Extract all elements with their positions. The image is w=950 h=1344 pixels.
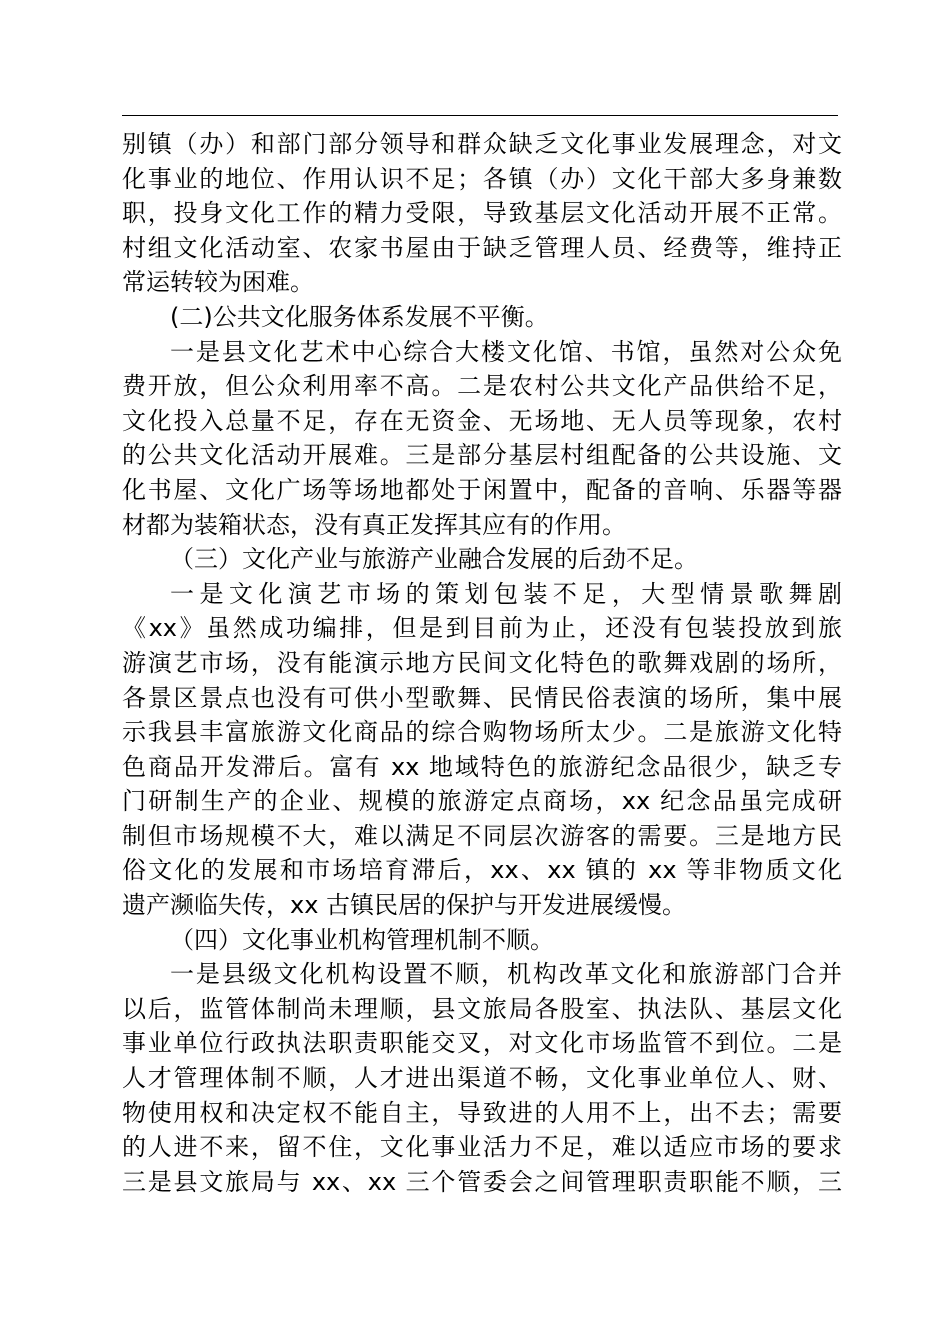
section-heading: （四）文化事业机构管理机制不顺。: [170, 925, 554, 954]
text-line: 费开放，但公众利用率不高。二是农村公共文化产品供给不足，: [122, 372, 842, 401]
text-line: 三是县文旅局与 xx、xx 三个管委会之间管理职责职能不顺，三: [122, 1167, 842, 1196]
text-line: 化书屋、文化广场等场地都处于闲置中，配备的音响、乐器等器: [122, 475, 842, 504]
text-line: 职，投身文化工作的精力受限，导致基层文化活动开展不正常。: [122, 199, 842, 228]
text-line: 一是文化演艺市场的策划包装不足，大型情景歌舞剧: [170, 579, 842, 608]
text-line: 色商品开发滞后。富有 xx 地域特色的旅游纪念品很少，缺乏专: [122, 752, 842, 781]
text-line: 的公共文化活动开展难。三是部分基层村组配备的公共设施、文: [122, 441, 842, 470]
text-line: 门研制生产的企业、规模的旅游定点商场，xx 纪念品虽完成研: [122, 787, 842, 816]
text-line: 物使用权和决定权不能自主，导致进的人用不上，出不去；需要: [122, 1098, 842, 1127]
document-body: [122, 127, 842, 1199]
text-line: 俗文化的发展和市场培育滞后，xx、xx 镇的 xx 等非物质文化: [122, 856, 842, 885]
text-line: 游演艺市场，没有能演示地方民间文化特色的歌舞戏剧的场所，: [122, 648, 842, 677]
text-line: 制但市场规模不大，难以满足不同层次游客的需要。三是地方民: [122, 821, 842, 850]
text-line: 以后，监管体制尚未理顺，县文旅局各股室、执法队、基层文化: [122, 994, 842, 1023]
text-line: 人才管理体制不顺，人才进出渠道不畅，文化事业单位人、财、: [122, 1064, 842, 1093]
text-line: 各景区景点也没有可供小型歌舞、民情民俗表演的场所，集中展: [122, 683, 842, 712]
text-line: 《xx》虽然成功编排，但是到目前为止，还没有包装投放到旅: [122, 614, 842, 643]
text-line: 化事业的地位、作用认识不足；各镇（办）文化干部大多身兼数: [122, 164, 842, 193]
text-line: 村组文化活动室、农家书屋由于缺乏管理人员、经费等，维持正: [122, 233, 842, 262]
text-line: 的人进不来，留不住，文化事业活力不足，难以适应市场的要求: [122, 1133, 842, 1162]
section-heading: （三）文化产业与旅游产业融合发展的后劲不足。: [170, 545, 698, 574]
text-line: 别镇（办）和部门部分领导和群众缺乏文化事业发展理念，对文: [122, 130, 842, 158]
text-line: 一是县级文化机构设置不顺，机构改革文化和旅游部门合并: [170, 960, 842, 989]
header-rule: [122, 115, 838, 116]
text-line: 文化投入总量不足，存在无资金、无场地、无人员等现象，农村: [122, 406, 842, 435]
text-line: 常运转较为困难。: [122, 268, 314, 297]
text-line: 一是县文化艺术中心综合大楼文化馆、书馆，虽然对公众免: [170, 337, 842, 366]
text-line: 事业单位行政执法职责职能交叉，对文化市场监管不到位。二是: [122, 1029, 842, 1058]
text-line: 材都为装箱状态，没有真正发挥其应有的作用。: [122, 510, 626, 539]
text-line: 示我县丰富旅游文化商品的综合购物场所太少。二是旅游文化特: [122, 718, 842, 747]
section-heading: (二)公共文化服务体系发展不平衡。: [170, 302, 549, 331]
text-line: 遗产濒临失传，xx 古镇民居的保护与开发进展缓慢。: [122, 891, 687, 920]
